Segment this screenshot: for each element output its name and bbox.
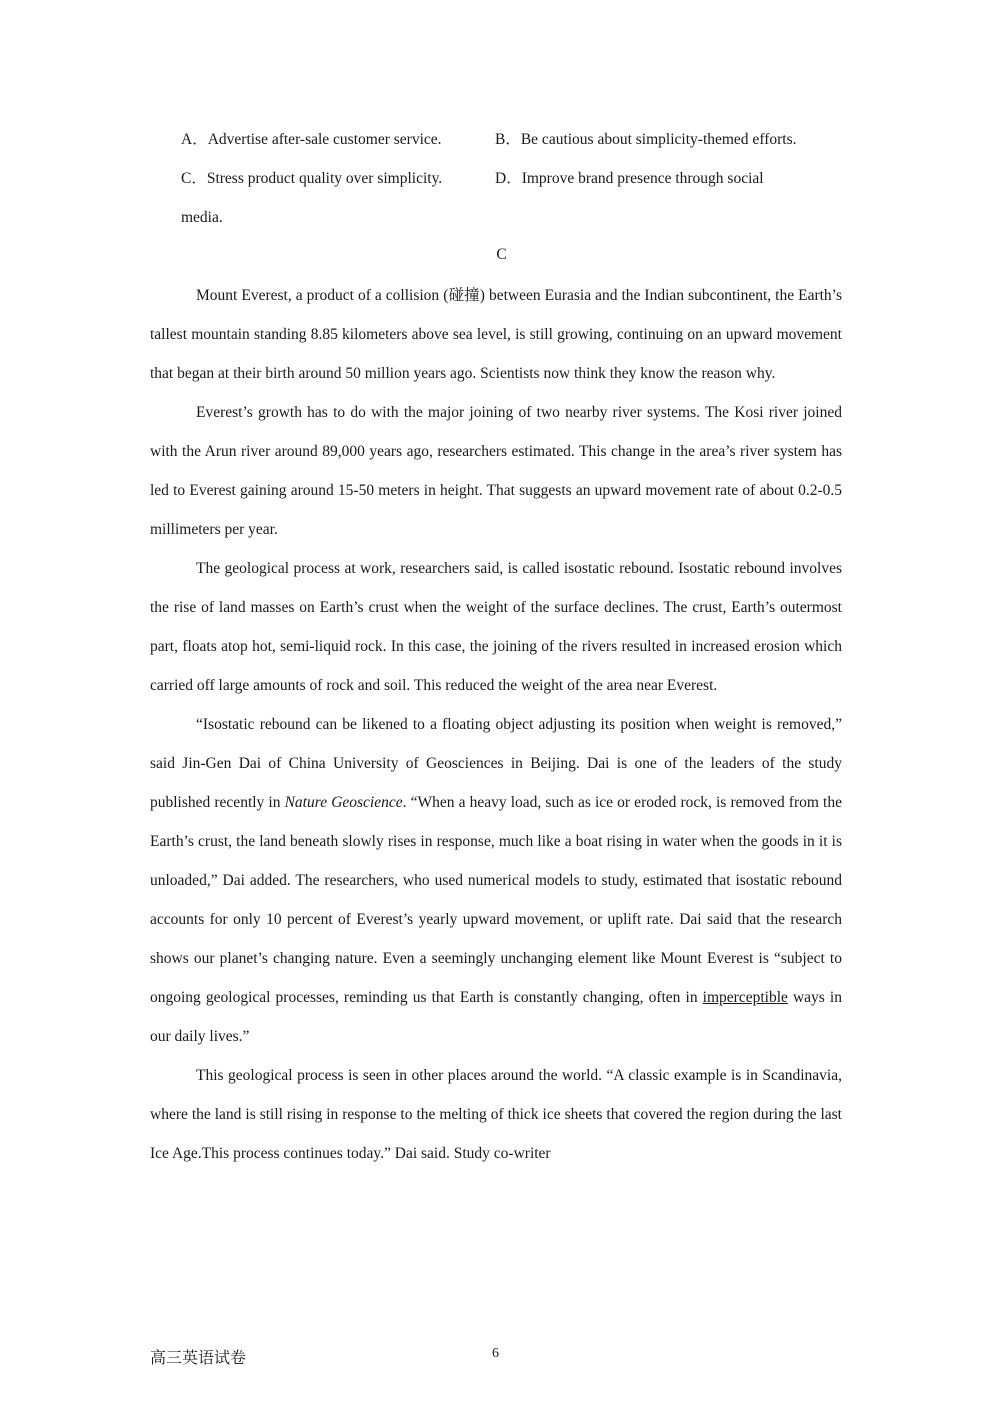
option-b-text: Be cautious about simplicity-themed efforts.	[520, 131, 797, 148]
paragraph-4-part-2: . “When a heavy load, such as ice or eroded rock, is removed from the Earth’s crust, the land beneath slowly rises in response, much like a boat rising in water when the goods in it is unloaded,” Dai added. The researchers, who used numerical models to study, estimated that isostatic rebound accounts for only 10 percent of Everest’s yearly upward movement, or uplift rate. Dai said that the research shows our planet’s changing nature. Even a seemingly unchanging element like Mount Everest is “subject to ongoing geological processes, reminding us that Earth is constantly changing, often in	[150, 794, 842, 1006]
option-b	[495, 130, 796, 150]
option-c	[181, 169, 442, 189]
paragraph-1: Mount Everest, a product of a collision (碰撞) between Eurasia and the Indian subcontinent, the Earth’s tallest mountain standing 8.85 kilometers above sea level, is still growing, continuing on an upward movement that began at their birth around 50 million years ago. Scientists now think they know the reason why.	[150, 287, 842, 382]
underlined-word: imperceptible	[702, 989, 788, 1006]
footer-exam-label: 高三英语试卷	[150, 1348, 247, 1367]
option-a-text: Advertise after-sale customer service.	[207, 131, 442, 148]
paragraph-2: Everest’s growth has to do with the major joining of two nearby river systems. The Kosi river joined with the Arun river around 89,000 years ago, researchers estimated. This change in the area’s river system has led to Everest gaining around 15-50 meters in height. That suggests an upward movement rate of about 0.2-0.5 millimeters per year.	[150, 404, 842, 538]
paragraph-4-part-1: “Isostatic rebound can be likened to a floating object adjusting its position when weight is removed,” said Jin-Gen Dai of China University of Geosciences in Beijing. Dai is one of the leaders of the study published recently in	[150, 716, 842, 811]
journal-name: Nature Geoscience	[284, 794, 403, 811]
option-b-letter: B．	[495, 131, 521, 148]
paragraph-3: The geological process at work, researchers said, is called isostatic rebound. Isostatic rebound involves the rise of land masses on Earth’s crust when the weight of the surface declines. The crust, Earth’s outermost part, floats atop hot, semi-liquid rock. In this case, the joining of the rivers resulted in increased erosion which carried off large amounts of rock and soil. This reduced the weight of the area near Everest.	[150, 560, 842, 694]
option-d-continuation: media.	[181, 209, 223, 226]
option-a-letter: A．	[181, 131, 208, 148]
passage-body	[150, 276, 842, 1173]
option-d	[495, 169, 764, 189]
passage-section-letter: C	[496, 246, 507, 263]
paragraph-5: This geological process is seen in other places around the world. “A classic example is in Scandinavia, where the land is still rising in response to the melting of thick ice sheets that covered the region during the last Ice Age.This process continues today.” Dai said. Study co-writer	[150, 1067, 842, 1162]
option-c-text: Stress product quality over simplicity.	[206, 170, 443, 187]
option-c-letter: C．	[181, 170, 207, 187]
paragraph-4	[150, 705, 842, 1056]
paragraph-4-part-3: ways in our daily lives.”	[150, 989, 842, 1045]
option-d-text: Improve brand presence through social	[521, 170, 764, 187]
option-a	[181, 130, 442, 150]
option-d-letter: D．	[495, 170, 522, 187]
footer-page-number: 6	[492, 1346, 499, 1361]
